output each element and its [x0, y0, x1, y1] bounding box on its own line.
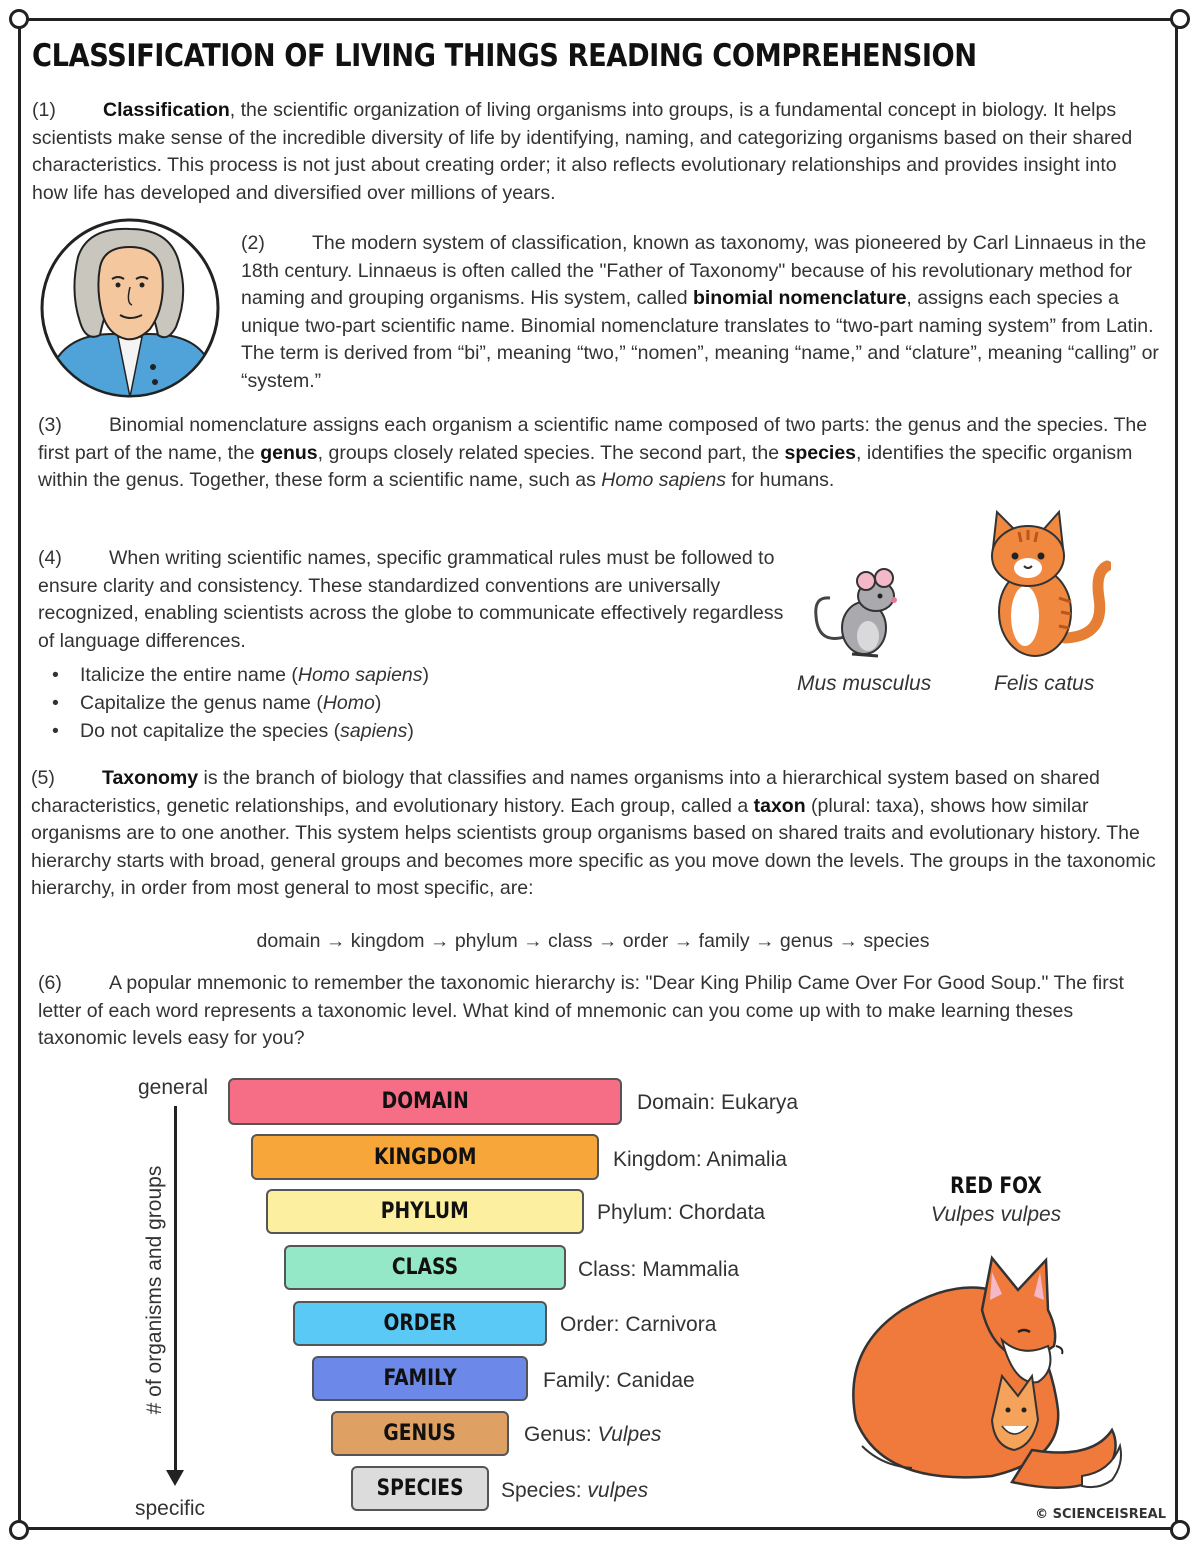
term-species: species	[784, 441, 857, 464]
cat-illustration	[975, 508, 1111, 660]
paragraph-6: (6) A popular mnemonic to remember the taxonomic hierarchy is: "Dear King Philip Came Over For Good Soup." The first letter of each word represents a taxonomic level. What kind of mnemonic can you come up with to make learning theses taxonomic levels easy for you?	[38, 972, 1124, 1049]
level-label-family: Family: Canidae	[543, 1369, 695, 1392]
level-label-kingdom: Kingdom: Animalia	[613, 1148, 787, 1171]
cat-caption: Felis catus	[994, 672, 1095, 695]
level-bar-order: ORDER	[293, 1301, 547, 1346]
down-arrow-icon	[166, 1470, 184, 1486]
paragraph-1: (1) Classification, the scientific organization of living organisms into groups, is a fundamental concept in biology. It helps scientists make sense of the incredible diversity of life by identifying, naming, and categorizing organisms based on their shared characteristics. This process is not just about creating order; it also reflects evolutionary relationships and provides insight into how life has developed and diversified over millions of years.	[32, 99, 1133, 204]
level-bar-genus: GENUS	[331, 1411, 509, 1456]
axis-arrow-line	[174, 1106, 177, 1474]
taxonomic-hierarchy-sequence: domain → kingdom → phylum → class → order → family → genus → species	[256, 930, 930, 952]
paragraph-number: (3)	[38, 414, 62, 436]
level-label-phylum: Phylum: Chordata	[597, 1201, 766, 1224]
level-label-domain: Domain: Eukarya	[637, 1091, 799, 1114]
list-item: • Capitalize the genus name (Homo)	[52, 689, 429, 717]
mouse-caption: Mus musculus	[797, 672, 932, 695]
paragraph-number: (6)	[38, 972, 62, 994]
red-fox-illustration	[842, 1250, 1126, 1500]
level-bar-family: FAMILY	[312, 1356, 528, 1401]
level-bar-class: CLASS	[284, 1245, 566, 1290]
paragraph-number: (1)	[32, 99, 56, 121]
mouse-illustration	[808, 566, 912, 662]
term-binomial-nomenclature: binomial nomenclature	[692, 287, 907, 309]
linnaeus-portrait	[38, 217, 224, 399]
axis-title: # of organisms and groups	[143, 1165, 166, 1415]
page-title: CLASSIFICATION OF LIVING THINGS READING COMPREHENSION	[32, 38, 977, 74]
level-label-class: Class: Mammalia	[578, 1258, 740, 1281]
corner-circle	[1170, 9, 1190, 29]
paragraph-5: (5) Taxonomy is the branch of biology that classifies and names organisms into a hierarchical system based on shared characteristics, genetic relationships, and evolutionary history. Each group, called a taxon (plural: taxa), shows how similar organisms are to one another. This system helps scientists group organisms based on shared traits and evolutionary history. The hierarchy starts with broad, general groups and becomes more specific as you move down the levels. The groups in the taxonomic hierarchy, in order from most general to most specific, are:	[31, 767, 1156, 899]
naming-rules-list	[52, 661, 429, 745]
corner-circle	[9, 9, 29, 29]
paragraph-number: (2)	[241, 232, 265, 254]
level-bar-domain: DOMAIN	[228, 1078, 622, 1125]
term-classification: Classification	[103, 99, 230, 121]
corner-circle	[9, 1520, 29, 1540]
paragraph-4: (4) When writing scientific names, specific grammatical rules must be followed to ensure clarity and consistency. These standardized conventions are universally recognized, enabling scientists across the globe to communicate effectively regardless of language differences.	[38, 547, 784, 652]
level-bar-kingdom: KINGDOM	[251, 1134, 599, 1180]
paragraph-number: (5)	[31, 767, 55, 789]
level-bar-species: SPECIES	[351, 1466, 489, 1511]
level-label-order: Order: Carnivora	[560, 1313, 717, 1336]
level-label-species: Species: vulpes	[501, 1479, 649, 1502]
paragraph-2: (2) The modern system of classification, known as taxonomy, was pioneered by Carl Linnaeus in the 18th century. Linnaeus is often called the "Father of Taxonomy" because of his revolutionary method for naming and grouping organisms. His system, called binomial nomenclature, assigns each species a unique two-part scientific name. Binomial nomenclature translates to “two-part naming system” from Latin. The term is derived from “bi”, meaning “two,” “nomen”, meaning “name,” and “clature”, meaning “calling” or “system.”	[241, 232, 1159, 392]
list-item: • Do not capitalize the species (sapiens)	[52, 717, 429, 745]
term-taxon: taxon	[753, 794, 806, 817]
fox-title	[900, 1174, 1092, 1227]
copyright-notice: © SCIENCEISREAL	[1035, 1507, 1166, 1522]
level-label-genus: Genus: Vulpes	[524, 1423, 662, 1446]
term-genus: genus	[260, 441, 318, 464]
paragraph-number: (4)	[38, 547, 62, 569]
term-taxonomy: Taxonomy	[102, 767, 199, 789]
axis-general-label: general	[138, 1076, 209, 1099]
paragraph-3: (3) Binomial nomenclature assigns each organism a scientific name composed of two parts: the genus and the species. The first part of the name, the genus, groups closely related species. The second part, the species, identifies the specific organism within the genus. Together, these form a scientific name, such as Homo sapiens for humans.	[38, 414, 1148, 491]
list-item: • Italicize the entire name (Homo sapiens)	[52, 661, 429, 689]
corner-circle	[1170, 1520, 1190, 1540]
axis-specific-label: specific	[135, 1497, 206, 1520]
level-bar-phylum: PHYLUM	[266, 1189, 584, 1234]
fox-common-name: RED FOX	[950, 1174, 1042, 1199]
fox-scientific-name: Vulpes vulpes	[930, 1203, 1062, 1226]
